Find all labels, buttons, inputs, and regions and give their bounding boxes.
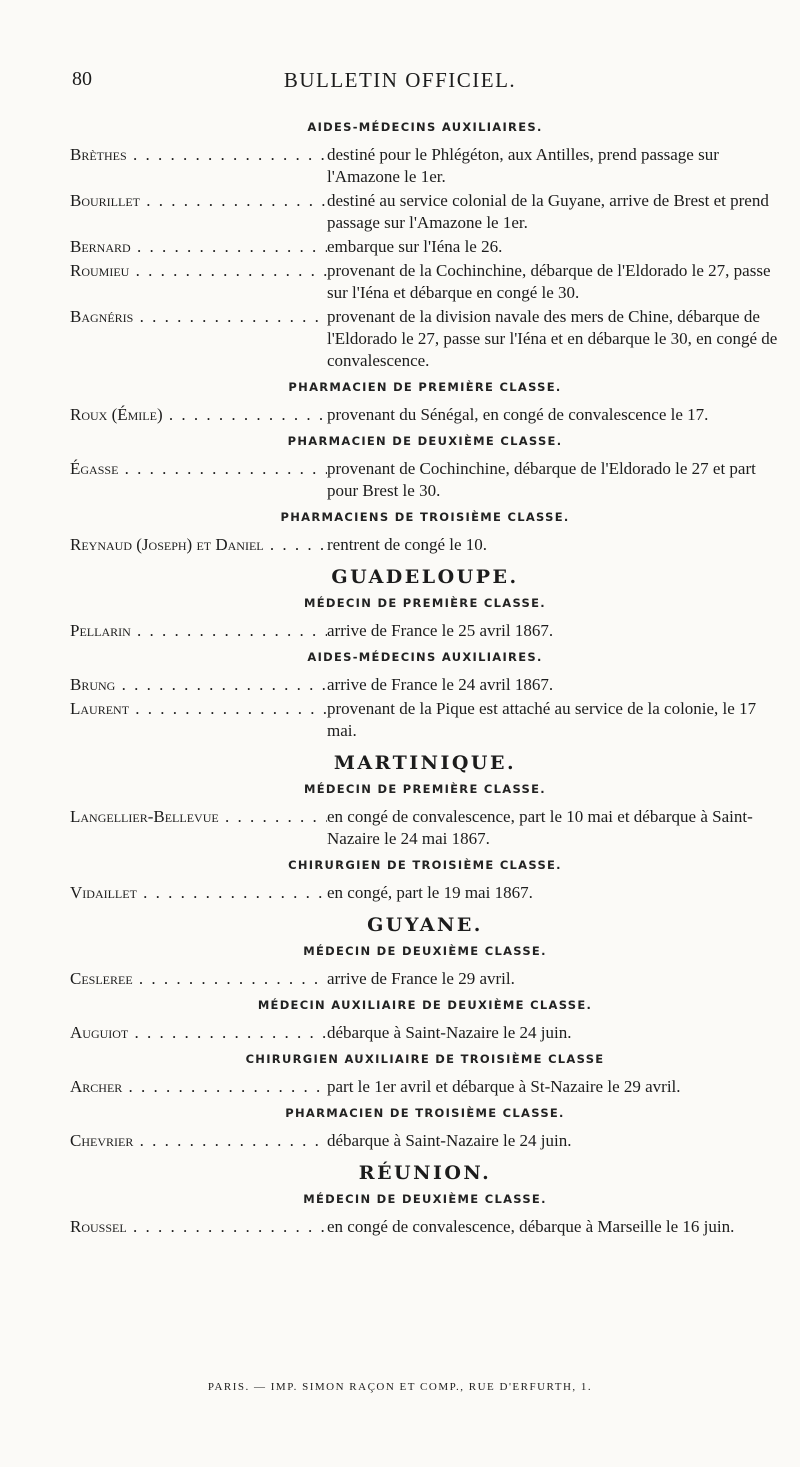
personnel-entry xyxy=(70,458,780,502)
movement-description: part le 1er avril et débarque à St-Nazaire le 29 avril. xyxy=(327,1077,681,1096)
movement-description: arrive de France le 29 avril. xyxy=(327,969,515,988)
rank-heading: MÉDECIN DE DEUXIÈME CLASSE. xyxy=(303,944,547,958)
rank-heading: CHIRURGIEN AUXILIAIRE DE TROISIÈME CLASSE xyxy=(245,1052,605,1066)
personnel-entry xyxy=(70,1216,780,1238)
movement-description: en congé de convalescence, part le 10 mai et débarque à Saint-Nazaire le 24 mai 1867. xyxy=(327,807,753,848)
colony-heading: GUYANE. xyxy=(367,914,483,936)
personnel-name: Roussel . . . xyxy=(70,1216,327,1238)
page-content xyxy=(70,112,780,1240)
personnel-entry xyxy=(70,534,780,556)
movement-description: arrive de France le 24 avril 1867. xyxy=(327,675,554,694)
personnel-entry xyxy=(70,306,780,372)
personnel-name: Roux (Émile) . . . xyxy=(70,404,327,426)
rank-heading: MÉDECIN DE PREMIÈRE CLASSE. xyxy=(304,782,546,796)
personnel-entry xyxy=(70,190,780,234)
colony-heading: GUADELOUPE. xyxy=(331,566,519,588)
personnel-entry xyxy=(70,882,780,904)
movement-description: arrive de France le 25 avril 1867. xyxy=(327,621,554,640)
personnel-name: Bourillet . . . xyxy=(70,190,327,212)
running-title: BULLETIN OFFICIEL. xyxy=(283,68,517,92)
personnel-name: Chevrier . . . xyxy=(70,1130,327,1152)
rank-heading: CHIRURGIEN DE TROISIÈME CLASSE. xyxy=(288,858,562,872)
rank-heading: MÉDECIN DE DEUXIÈME CLASSE. xyxy=(303,1192,547,1206)
personnel-name: Auguiot . . . xyxy=(70,1022,327,1044)
rank-heading: MÉDECIN DE PREMIÈRE CLASSE. xyxy=(304,596,546,610)
personnel-entry xyxy=(70,674,780,696)
movement-description: provenant de la Cochinchine, débarque de l'Eldorado le 27, passe sur l'Iéna et débarque en congé le 30. xyxy=(327,261,771,302)
personnel-name: Langellier-Bellevue . . . xyxy=(70,806,327,828)
personnel-name: Laurent . . . xyxy=(70,698,327,720)
personnel-name: Égasse . . . xyxy=(70,458,327,480)
personnel-name: Brèthes . . . xyxy=(70,144,327,166)
personnel-entry xyxy=(70,144,780,188)
rank-heading: AIDES-MÉDECINS AUXILIAIRES. xyxy=(307,650,543,664)
movement-description: destiné pour le Phlégéton, aux Antilles, prend passage sur l'Amazone le 1er. xyxy=(327,145,719,186)
rank-heading: PHARMACIEN DE TROISIÈME CLASSE. xyxy=(285,1106,565,1120)
personnel-entry xyxy=(70,260,780,304)
colony-heading: MARTINIQUE. xyxy=(333,752,517,774)
movement-description: provenant de la division navale des mers de Chine, débarque de l'Eldorado le 27, passe sur l'Iéna et en débarque le 30, en congé de convalescence. xyxy=(327,307,778,370)
movement-description: rentrent de congé le 10. xyxy=(327,535,488,554)
movement-description: destiné au service colonial de la Guyane, arrive de Brest et prend passage sur l'Amazone le 1er. xyxy=(327,191,769,232)
personnel-name: Bagnéris . . . xyxy=(70,306,327,328)
personnel-name: Archer . . . xyxy=(70,1076,327,1098)
printer-imprint: PARIS. — IMP. SIMON RAÇON ET COMP., RUE D'ERFURTH, 1. xyxy=(207,1381,593,1393)
page-number: 80 xyxy=(72,68,92,90)
movement-description: en congé, part le 19 mai 1867. xyxy=(327,883,533,902)
rank-heading: PHARMACIEN DE PREMIÈRE CLASSE. xyxy=(288,380,562,394)
personnel-name: Roumieu . . . xyxy=(70,260,327,282)
movement-description: débarque à Saint-Nazaire le 24 juin. xyxy=(327,1131,572,1150)
rank-heading: AIDES-MÉDECINS AUXILIAIRES. xyxy=(307,120,543,134)
personnel-entry xyxy=(70,1022,780,1044)
personnel-entry xyxy=(70,1076,780,1098)
personnel-name: Cesleree . . . xyxy=(70,968,327,990)
rank-heading: PHARMACIENS DE TROISIÈME CLASSE. xyxy=(280,510,570,524)
personnel-name: Vidaillet . . . xyxy=(70,882,327,904)
personnel-name: Reynaud (Joseph) et Daniel . . . xyxy=(70,534,327,556)
movement-description: provenant de Cochinchine, débarque de l'Eldorado le 27 et part pour Brest le 30. xyxy=(327,459,756,500)
rank-heading: PHARMACIEN DE DEUXIÈME CLASSE. xyxy=(287,434,563,448)
personnel-entry xyxy=(70,968,780,990)
movement-description: provenant du Sénégal, en congé de convalescence le 17. xyxy=(327,405,709,424)
personnel-entry xyxy=(70,698,780,742)
movement-description: en congé de convalescence, débarque à Marseille le 16 juin. xyxy=(327,1217,735,1236)
personnel-name: Bernard . . . xyxy=(70,236,327,258)
personnel-entry xyxy=(70,236,780,258)
personnel-entry xyxy=(70,806,780,850)
personnel-entry xyxy=(70,620,780,642)
rank-heading: MÉDECIN AUXILIAIRE DE DEUXIÈME CLASSE. xyxy=(257,998,593,1012)
movement-description: embarque sur l'Iéna le 26. xyxy=(327,237,503,256)
page-header xyxy=(0,68,800,100)
colony-heading: RÉUNION. xyxy=(358,1162,492,1184)
personnel-name: Pellarin . . . xyxy=(70,620,327,642)
movement-description: débarque à Saint-Nazaire le 24 juin. xyxy=(327,1023,572,1042)
movement-description: provenant de la Pique est attaché au service de la colonie, le 17 mai. xyxy=(327,699,757,740)
personnel-entry xyxy=(70,1130,780,1152)
personnel-entry xyxy=(70,404,780,426)
personnel-name: Brung . . . xyxy=(70,674,327,696)
